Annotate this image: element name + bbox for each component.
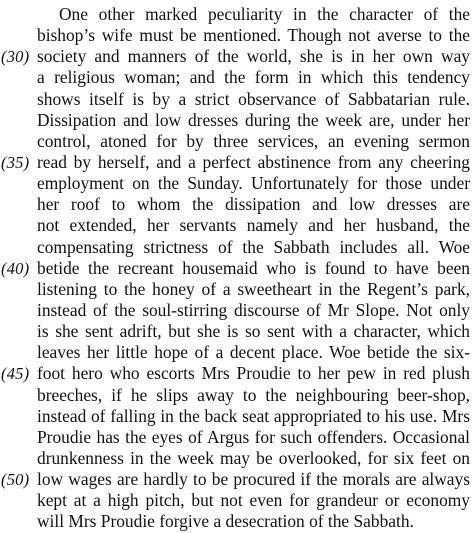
- passage-line: [0, 300, 474, 321]
- passage-line: [0, 237, 474, 258]
- passage-line: [0, 258, 474, 279]
- line-text: shows itself is by a strict observance of Sabbatarian rule.: [37, 88, 470, 109]
- passage-line: [0, 89, 474, 110]
- line-text: Proudie has the eyes of Argus for such offenders. Occasional: [37, 426, 470, 447]
- passage-line: [0, 279, 474, 300]
- line-text: employment on the Sunday. Unfortunately for those under: [37, 173, 470, 194]
- line-text: her roof to whom the dissipation and low dresses are: [37, 194, 470, 215]
- passage-line: [0, 490, 474, 511]
- line-text: betide the recreant housemaid who is found to have been: [37, 257, 470, 278]
- passage-line: [0, 4, 474, 25]
- line-number: (35): [1, 152, 30, 172]
- line-text: read by herself, and a perfect abstinence from any cheering: [37, 151, 470, 172]
- passage-line: [0, 448, 474, 469]
- passage-line: [0, 46, 474, 67]
- passage-line: [0, 363, 474, 384]
- passage-line: [0, 152, 474, 173]
- passage-line: [0, 215, 474, 236]
- line-text: drunkenness in the week may be overlooked, for six feet on: [37, 447, 470, 468]
- passage-line: [0, 469, 474, 490]
- line-text: compensating strictness of the Sabbath includes all. Woe: [37, 236, 470, 257]
- line-number: (30): [1, 47, 30, 67]
- line-text: is she sent adrift, but she is so sent with a character, which: [37, 321, 470, 342]
- passage-line: [0, 173, 474, 194]
- passage-line: [0, 342, 474, 363]
- passage: [0, 4, 474, 533]
- line-text: One other marked peculiarity in the character of the: [59, 4, 470, 24]
- line-text: kept at a high pitch, but not even for grandeur or economy: [37, 490, 470, 511]
- line-text: not extended, her servants namely and her husband, the: [37, 215, 470, 236]
- line-text: society and manners of the world, she is in her own way: [37, 46, 470, 67]
- passage-line: [0, 406, 474, 427]
- passage-line: [0, 67, 474, 88]
- line-text: low wages are hardly to be procured if the morals are always: [37, 469, 470, 490]
- line-number: (50): [1, 470, 30, 490]
- passage-line: [0, 25, 474, 46]
- line-text: bishop’s wife must be mentioned. Though not averse to the: [37, 25, 470, 46]
- line-text: Dissipation and low dresses during the week are, under her: [37, 109, 470, 130]
- line-text: control, atoned for by three services, an evening sermon: [37, 130, 470, 151]
- passage-line: [0, 511, 474, 532]
- line-number: (45): [1, 364, 30, 384]
- line-text: will Mrs Proudie forgive a desecration of the Sabbath.: [37, 511, 414, 532]
- line-text: leaves her little hope of a decent place. Woe betide the six-: [37, 342, 470, 363]
- line-text: breeches, if he slips away to the neighbouring beer-shop,: [37, 384, 470, 405]
- passage-line: [0, 427, 474, 448]
- passage-line: [0, 110, 474, 131]
- passage-line: [0, 385, 474, 406]
- passage-line: [0, 194, 474, 215]
- passage-line: [0, 131, 474, 152]
- line-number: (40): [1, 258, 30, 278]
- line-text: listening to the honey of a sweetheart in the Regent’s park,: [37, 278, 470, 299]
- passage-line: [0, 321, 474, 342]
- line-text: a religious woman; and the form in which this tendency: [37, 67, 470, 88]
- line-text: foot hero who escorts Mrs Proudie to her pew in red plush: [37, 363, 470, 384]
- line-text: instead of the soul-stirring discourse of Mr Slope. Not only: [37, 299, 470, 320]
- line-text: instead of falling in the back seat appropriated to his use. Mrs: [37, 405, 470, 426]
